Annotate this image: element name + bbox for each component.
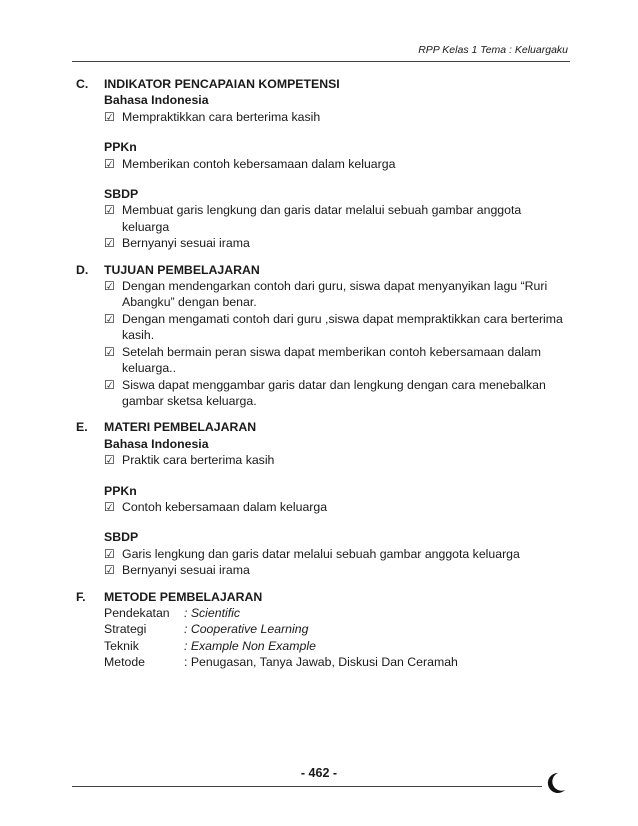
- section-d-heading: [76, 262, 566, 278]
- section-e: [76, 419, 566, 578]
- item-text: Memberikan contoh kebersamaan dalam keluarga: [122, 156, 396, 171]
- subheading: PPKn: [104, 483, 137, 498]
- method-label: Strategi: [104, 622, 147, 637]
- checkbox-checked-icon: ☑: [104, 546, 115, 561]
- section-letter: C.: [76, 77, 89, 91]
- method-label: Metode: [104, 655, 146, 670]
- group-ppkn: [104, 483, 566, 516]
- section-letter: E.: [76, 420, 88, 435]
- section-title: TUJUAN PEMBELAJARAN: [104, 262, 260, 277]
- list-item: [104, 156, 566, 172]
- method-value: : Scientific: [184, 605, 241, 620]
- group-tujuan: [104, 278, 566, 409]
- checkbox-checked-icon: ☑: [104, 236, 115, 251]
- footer-rule: [72, 786, 542, 787]
- checkbox-checked-icon: ☑: [104, 499, 115, 514]
- method-row: [104, 621, 566, 637]
- group-bahasa-indonesia: [104, 92, 566, 125]
- header-text: RPP Kelas 1 Tema : Keluargaku: [418, 44, 568, 56]
- header-rule: [72, 61, 570, 62]
- list-item: [104, 377, 566, 410]
- method-label: Teknik: [104, 638, 139, 653]
- item-text: Garis lengkung dan garis datar melalui sebuah gambar anggota keluarga: [122, 546, 520, 561]
- list-item: [104, 452, 566, 468]
- section-title: METODE PEMBELAJARAN: [104, 589, 263, 604]
- group-sbdp: [104, 186, 566, 252]
- list-item: [104, 278, 566, 311]
- method-value: : Example Non Example: [184, 638, 316, 653]
- section-letter: F.: [76, 589, 86, 604]
- page-number: - 462 -: [300, 766, 338, 780]
- item-text: Setelah bermain peran siswa dapat memberikan contoh kebersamaan dalam keluarga..: [122, 344, 542, 376]
- item-text: Dengan mendengarkan contoh dari guru, siswa dapat menyanyikan lagu “Ruri Abangku” dengan benar.: [122, 279, 548, 310]
- item-text: Bernyanyi sesuai irama: [122, 563, 250, 578]
- method-row: [104, 654, 566, 670]
- group-sbdp: [104, 529, 566, 578]
- method-label: Pendekatan: [104, 605, 170, 620]
- list-item: [104, 344, 566, 377]
- item-text: Contoh kebersamaan dalam keluarga: [122, 499, 328, 514]
- item-text: Dengan mengamati contoh dari guru ,siswa dapat mempraktikkan cara berterima kasih.: [122, 311, 563, 343]
- list-item: [104, 235, 566, 251]
- item-text: Siswa dapat menggambar garis datar dan lengkung dengan cara menebalkan gambar sketsa keluarga.: [122, 377, 546, 408]
- list-item: [104, 546, 566, 562]
- page-header: [0, 44, 638, 64]
- checkbox-checked-icon: ☑: [104, 109, 115, 124]
- item-text: Membuat garis lengkung dan garis datar melalui sebuah gambar anggota keluarga: [122, 203, 522, 234]
- group-ppkn: [104, 139, 566, 172]
- section-c-heading: [76, 76, 566, 92]
- subheading: SBDP: [104, 187, 139, 202]
- document-body: [76, 76, 566, 681]
- section-e-heading: [76, 419, 566, 435]
- method-row: [104, 638, 566, 654]
- method-row: [104, 605, 566, 621]
- checkbox-checked-icon: ☑: [104, 377, 115, 392]
- list-item: [104, 202, 566, 235]
- item-text: Bernyanyi sesuai irama: [122, 236, 250, 251]
- checkbox-checked-icon: ☑: [104, 563, 115, 578]
- checkbox-checked-icon: ☑: [104, 453, 115, 468]
- section-c: [76, 76, 566, 252]
- list-item: [104, 109, 566, 125]
- method-value: : Cooperative Learning: [184, 622, 309, 637]
- section-letter: D.: [76, 262, 89, 277]
- subheading: Bahasa Indonesia: [104, 436, 209, 451]
- section-title: MATERI PEMBELAJARAN: [104, 420, 257, 435]
- checkbox-checked-icon: ☑: [104, 311, 115, 326]
- section-f: [76, 589, 566, 671]
- method-value: : Penugasan, Tanya Jawab, Diskusi Dan Ceramah: [184, 655, 458, 670]
- checkbox-checked-icon: ☑: [104, 203, 115, 218]
- subheading: Bahasa Indonesia: [104, 93, 209, 108]
- subheading: PPKn: [104, 140, 137, 155]
- checkbox-checked-icon: ☑: [104, 156, 115, 171]
- subheading: SBDP: [104, 530, 139, 545]
- checkbox-checked-icon: ☑: [104, 279, 115, 294]
- crescent-logo-icon: [543, 770, 569, 796]
- section-d: [76, 262, 566, 410]
- section-f-heading: [76, 589, 566, 605]
- list-item: [104, 562, 566, 578]
- list-item: [104, 499, 566, 515]
- item-text: Praktik cara berterima kasih: [122, 453, 275, 468]
- method-table: [104, 605, 566, 671]
- checkbox-checked-icon: ☑: [104, 344, 115, 359]
- group-bahasa-indonesia: [104, 436, 566, 469]
- item-text: Mempraktikkan cara berterima kasih: [122, 109, 321, 124]
- list-item: [104, 311, 566, 344]
- section-title: INDIKATOR PENCAPAIAN KOMPETENSI: [104, 77, 340, 91]
